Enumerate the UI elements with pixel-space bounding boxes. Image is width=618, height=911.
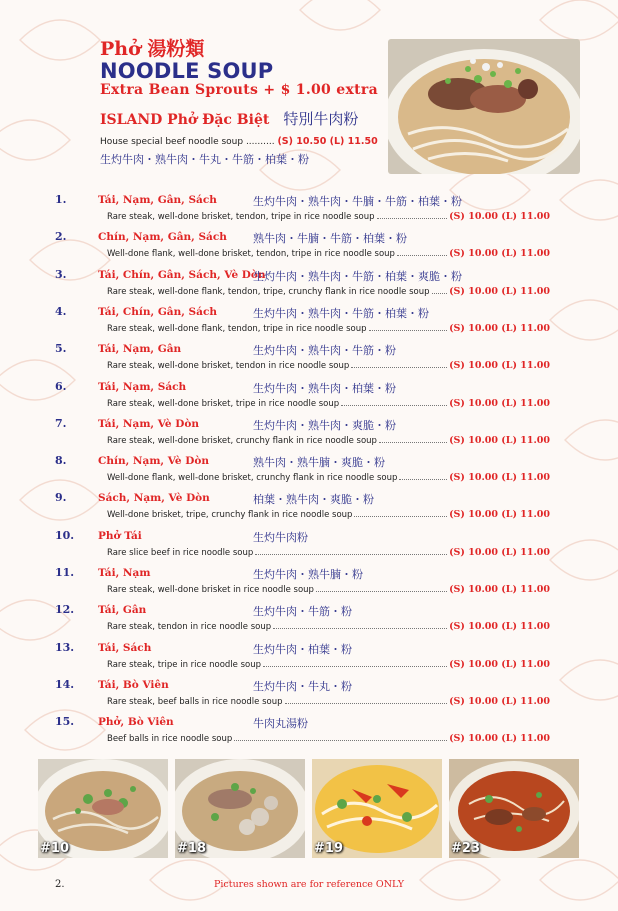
item-number: 9. [55,491,67,505]
item-description: Rare steak, beef balls in rice noodle soup [107,696,283,707]
item-name-zh: 生灼牛肉・熟牛肉・牛筋・柏葉・爽脆・粉 [253,269,462,283]
item-name-zh: 生灼牛肉粉 [253,530,308,544]
item-price: (S) 10.00 (L) 11.00 [449,546,550,558]
item-description: Rare steak, well-done brisket, tripe in rice noodle soup [107,398,340,409]
dotted-leader [316,590,447,592]
item-price: (S) 10.00 (L) 11.00 [449,397,550,409]
menu-item [0,565,618,602]
item-description: Well-done flank, well-done brisket, tendon, tripe in rice noodle soup [107,249,395,260]
item-description-row [107,733,550,747]
photo-item-10 [38,759,168,858]
item-name-zh: 生灼牛肉・牛丸・粉 [253,679,352,693]
item-price: (S) 10.00 (L) 11.00 [449,509,550,521]
item-description: Rare steak, well-done brisket in rice noodle soup [107,585,314,595]
photo-label: #19 [314,841,343,856]
item-number: 2. [55,230,67,244]
item-name-vn: Phở Tái [98,529,142,542]
item-description: Rare slice beef in rice noodle soup [107,547,254,558]
item-description-row [107,509,550,523]
title-block [100,38,378,98]
item-name-zh: 生灼牛肉・熟牛肉・牛筋・柏葉・粉 [253,306,429,320]
menu-item [0,229,618,266]
item-name-vn: Chín, Nạm, Gân, Sách [98,231,227,244]
item-number: 13. [55,640,75,654]
item-name-vn: Tái, Chín, Gân, Sách [98,305,217,318]
dotted-leader [351,366,447,368]
menu-item [0,267,618,304]
item-description-row [107,659,550,673]
item-description-row [107,286,550,300]
page-number: 2. [55,879,65,890]
photo-item-23 [449,759,579,858]
menu-item [0,490,618,527]
item-price: (S) 10.00 (L) 11.00 [449,211,550,222]
item-name-vn: Tái, Nạm, Sách [98,380,187,393]
menu-item [0,341,618,378]
menu-item [0,379,618,416]
item-price: (S) 10.00 (L) 11.00 [449,733,550,745]
menu-item [0,677,618,714]
item-number: 15. [55,715,75,729]
dotted-leader [273,627,447,629]
menu-item [0,602,618,639]
item-name-zh: 生灼牛肉・熟牛肉・牛腩・牛筋・柏葉・粉 [253,195,462,208]
item-description-row [107,248,550,262]
item-description-row [107,696,550,710]
dotted-leader [379,441,447,443]
photo-label: #18 [177,841,206,856]
menu-item [0,640,618,677]
item-name-zh: 熟牛肉・熟牛腩・爽脆・粉 [253,456,385,470]
item-description: Beef balls in rice noodle soup [107,734,233,745]
item-number: 7. [55,416,67,430]
item-name-vn: Chín, Nạm, Vè Dòn [98,455,210,468]
dotted-leader [341,404,447,406]
item-price: (S) 10.00 (L) 11.00 [449,434,550,446]
item-number: 14. [55,677,75,691]
hero-pho-photo [388,39,580,174]
special-description-row [100,135,385,149]
item-number: 1. [55,193,67,206]
menu-item [0,453,618,490]
item-name-vn: Tái, Nạm, Gân [98,343,182,356]
special-name-zh: 特別牛肉粉 [283,110,359,128]
item-description: Rare steak, well-done brisket, tendon in rice noodle soup [107,361,350,372]
item-description: Rare steak, well-done brisket, tendon, tripe in rice noodle soup [107,212,375,222]
title-extra-bean-sprouts: Extra Bean Sprouts + $ 1.00 extra [100,82,378,98]
dotted-leader [432,292,448,294]
item-description-row [107,584,550,598]
item-description: Rare steak, well-done flank, tendon, tripe in rice noodle soup [107,323,367,334]
item-name-zh: 牛肉丸湯粉 [253,717,308,731]
photo-label: #10 [40,841,69,856]
item-number: 3. [55,267,67,281]
item-number: 10. [55,528,75,542]
item-number: 11. [55,566,75,579]
item-price: (S) 10.00 (L) 11.00 [449,621,550,633]
dotted-leader [263,665,447,667]
item-name-zh: 生灼牛肉・牛筋・粉 [253,605,352,619]
item-description-row [107,547,550,561]
item-name-zh: 生灼牛肉・熟牛肉・牛筋・粉 [253,344,396,358]
item-name-vn: Tái, Bò Viên [98,678,169,691]
item-description: Rare steak, well-done flank, tendon, tripe, crunchy flank in rice noodle soup [107,286,430,297]
item-price: (S) 10.00 (L) 11.00 [449,360,550,372]
item-name-zh: 生灼牛肉・熟牛腩・粉 [253,568,363,581]
item-description: Rare steak, well-done brisket, crunchy flank in rice noodle soup [107,435,377,446]
item-description-row [107,472,550,486]
title-pho: Phở 湯粉類 [100,38,205,60]
item-number: 4. [55,304,67,318]
dotted-leader [369,329,448,331]
special-ingredients-zh: 生灼牛肉・熟牛肉・牛丸・牛筋・柏葉・粉 [100,153,309,166]
item-name-zh: 生灼牛肉・熟牛肉・柏葉・粉 [253,381,396,395]
menu-item [0,304,618,341]
item-number: 12. [55,603,75,617]
item-name-vn: Tái, Chín, Gân, Sách, Vè Dòn [98,268,266,281]
dotted-leader [255,553,447,555]
item-price: (S) 10.00 (L) 11.00 [449,285,550,297]
menu-item [0,714,618,751]
item-price: (S) 10.00 (L) 11.00 [449,248,550,260]
item-description-row [107,398,550,412]
item-name-vn: Phở, Bò Viên [98,716,174,729]
item-price: (S) 10.00 (L) 11.00 [449,584,550,595]
item-price: (S) 10.00 (L) 11.00 [449,322,550,334]
item-number: 5. [55,342,67,356]
photo-item-18 [175,759,305,858]
item-name-zh: 熟牛肉・牛腩・牛筋・柏葉・粉 [253,232,407,246]
dotted-leader [354,515,447,517]
photo-strip [38,759,580,859]
reference-note: Pictures shown are for reference ONLY [214,879,404,890]
item-name-zh: 生灼牛肉・柏葉・粉 [253,642,352,656]
special-item [100,108,385,167]
pho-bowl-image [388,39,580,174]
item-description-row [107,435,550,449]
item-description-row [107,323,550,337]
dotted-leader [399,478,447,480]
item-name-vn: Tái, Sách [98,641,152,654]
item-name-zh: 柏葉・熟牛肉・爽脆・粉 [253,493,374,507]
item-name-vn: Tái, Gân [98,604,147,617]
photo-item-19 [312,759,442,858]
item-description: Well-done brisket, tripe, crunchy flank in rice noodle soup [107,510,353,521]
item-number: 6. [55,379,67,393]
item-price: (S) 10.00 (L) 11.00 [449,658,550,670]
dotted-leader [285,702,448,704]
special-name: ISLAND Phở Đặc Biệt [100,112,270,128]
item-number: 8. [55,454,67,468]
item-description-row [107,360,550,374]
special-description: House special beef noodle soup .......... [100,137,275,147]
item-name-vn: Tái, Nạm [98,567,151,579]
item-description: Rare steak, tendon in rice noodle soup [107,622,272,633]
special-price: (S) 10.50 (L) 11.50 [277,136,378,147]
item-description: Well-done flank, well-done brisket, crunchy flank in rice noodle soup [107,473,398,484]
dotted-leader [397,254,447,256]
menu-item [0,192,618,229]
dotted-leader [377,217,448,219]
item-description-row [107,211,550,225]
item-price: (S) 10.00 (L) 11.00 [449,695,550,707]
item-price: (S) 10.00 (L) 11.00 [449,472,550,484]
menu-item [0,528,618,565]
title-noodle-soup: NOODLE SOUP [100,59,274,83]
item-name-zh: 生灼牛肉・熟牛肉・爽脆・粉 [253,418,396,432]
photo-label: #23 [451,841,480,856]
item-description-row [107,621,550,635]
item-name-vn: Tái, Nạm, Vè Dòn [98,417,199,430]
item-name-vn: Sách, Nạm, Vè Dòn [98,492,210,505]
item-description: Rare steak, tripe in rice noodle soup [107,659,262,670]
dotted-leader [234,739,447,741]
menu-item [0,416,618,453]
item-name-vn: Tái, Nạm, Gân, Sách [98,194,217,206]
